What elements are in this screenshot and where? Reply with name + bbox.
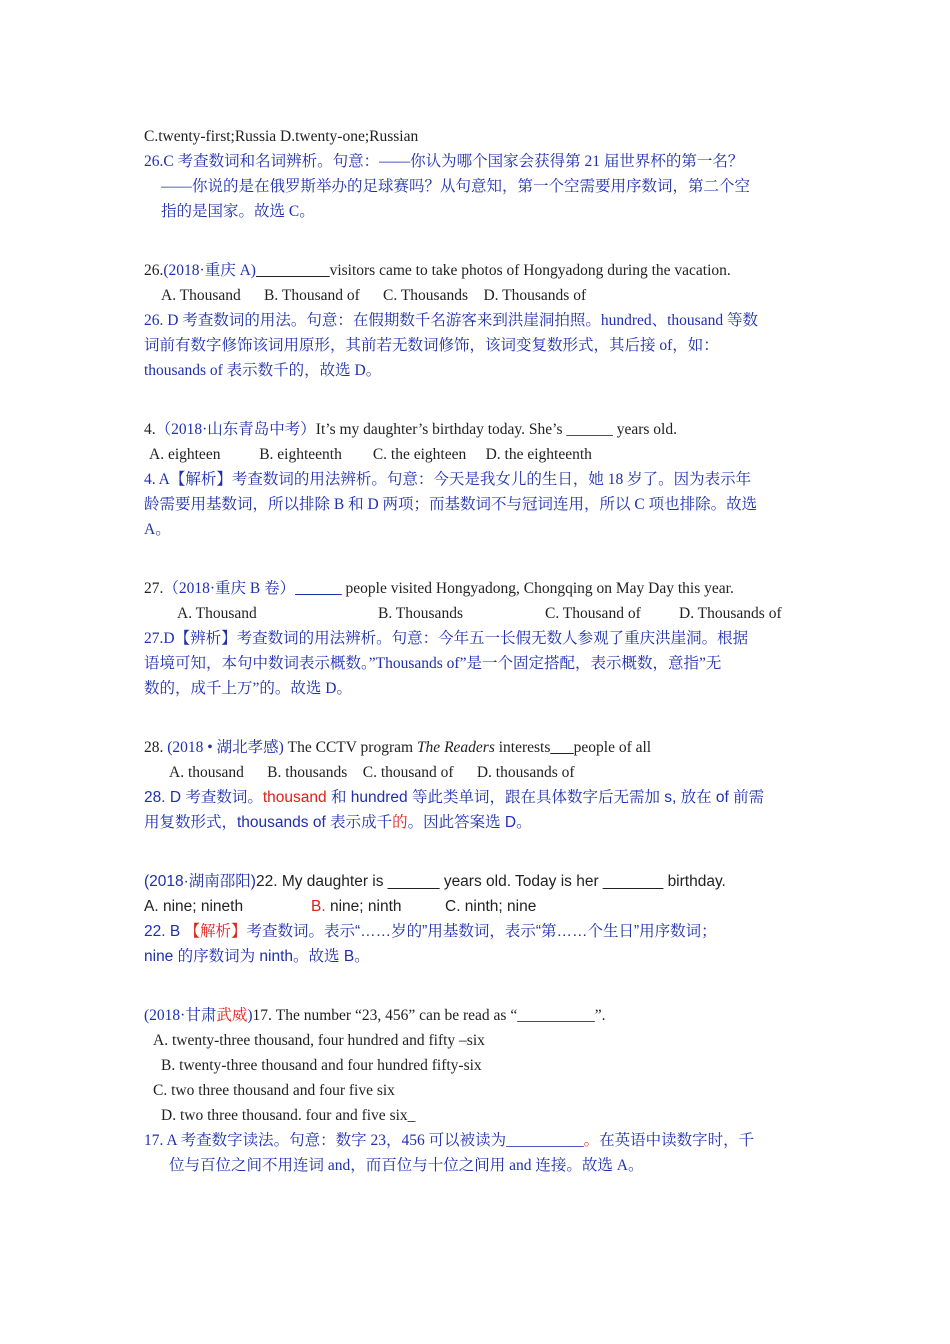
question-text: 22. My daughter is ______ years old. Today is her _______ birthday. bbox=[255, 873, 726, 890]
answer-line: 4. A【解析】考查数词的用法辨析。句意：今天是我女儿的生日，她 18 岁了。因为表示年 bbox=[144, 471, 752, 488]
option-b: B. twenty-three thousand and four hundred fifty-six bbox=[161, 1057, 482, 1074]
answer-text: 考查数词。表示“……岁的”用基数词，表示“第……个生日”用序数词； bbox=[246, 923, 717, 940]
answer-line: 数的，成千上万”的。故选 D。 bbox=[144, 680, 352, 697]
question-source-highlight: 武威 bbox=[216, 1007, 248, 1024]
option-b-letter: B. bbox=[311, 898, 326, 915]
answer-line: thousands of 表示数千的，故选 D。 bbox=[144, 362, 382, 379]
question-source: (2018·湖南邵阳) bbox=[144, 873, 256, 890]
question-text: The CCTV program bbox=[283, 739, 417, 756]
answer-blank: _________ bbox=[255, 262, 330, 279]
options-line bbox=[144, 894, 808, 919]
question-text: 17. The number “23, 456” can be read as “__________”. bbox=[252, 1007, 606, 1024]
answer-line: ——你说的是在俄罗斯举办的足球赛吗？从句意知，第一个空需要用序数词，第二个空 bbox=[161, 178, 751, 195]
question-number: 4. bbox=[144, 421, 156, 438]
answer-line: A。 bbox=[144, 521, 171, 538]
option-d: D. two three thousand. four and five six_ bbox=[161, 1107, 416, 1124]
answer-text: 22. B bbox=[144, 923, 185, 940]
question-source: (2018·甘肃 bbox=[144, 1007, 217, 1024]
option-c: C. two three thousand and four five six bbox=[153, 1082, 395, 1099]
question-number: 26. bbox=[144, 262, 164, 279]
answer-line: 语境可知，本句中数词表示概数。”Thousands of”是一个固定搭配，表示概数，意指”无 bbox=[144, 655, 722, 672]
option-b: nine; ninth bbox=[325, 898, 402, 915]
question-source: (2018 • 湖北孝感) bbox=[167, 739, 284, 756]
option-a: A. twenty-three thousand, four hundred and fifty –six bbox=[153, 1032, 485, 1049]
program-title: The Readers bbox=[416, 739, 495, 756]
question-stem bbox=[144, 735, 808, 760]
question-stem bbox=[144, 417, 808, 442]
question-stem bbox=[144, 1003, 808, 1028]
question-source: (2018·重庆 A) bbox=[163, 262, 256, 279]
options-line: A. Thousand B. Thousand of C. Thousands D. Thousands of bbox=[161, 287, 587, 304]
answer-line: 词前有数字修饰该词用原形，其前若无数词修饰，该词变复数形式，其后接 of，如： bbox=[144, 337, 719, 354]
answer-line bbox=[144, 785, 808, 810]
answer-blank: ___ bbox=[550, 739, 574, 756]
answer-text: 28. D 考查数词。 bbox=[144, 789, 263, 806]
answer-line bbox=[144, 810, 808, 835]
highlight-text: thousand bbox=[262, 789, 327, 806]
option-b: B. Thousands bbox=[378, 605, 463, 622]
question-text: It’s my daughter’s birthday today. She’s ______ years old. bbox=[315, 421, 677, 438]
answer-blank: ______ bbox=[295, 580, 342, 597]
answer-line: 27.D【辨析】考查数词的用法辨析。句意：今年五一长假无数人参观了重庆洪崖洞。根据 bbox=[144, 630, 749, 647]
option-d: D. Thousands of bbox=[679, 605, 782, 622]
question-number: 28. bbox=[144, 739, 164, 756]
answer-line: 26. D 考查数词的用法。句意：在假期数千名游客来到洪崖洞拍照。hundred、thousand 等数 bbox=[144, 312, 758, 329]
answer-line: 龄需要用基数词，所以排除 B 和 D 两项；而基数词不与冠词连用，所以 C 项也排除。故选 bbox=[144, 496, 758, 513]
question-stem bbox=[144, 869, 808, 894]
answer-text: 。因此答案选 D。 bbox=[407, 814, 532, 831]
answer-text: 在英语中读数字时，千 bbox=[599, 1132, 755, 1149]
option-a: A. nine; nineth bbox=[144, 898, 244, 915]
answer-line: 指的是国家。故选 C。 bbox=[161, 203, 315, 220]
question-stem bbox=[144, 258, 808, 283]
answer-text: 和 hundred 等此类单词，跟在具体数字后无需加 s, 放在 of 前需 bbox=[326, 789, 765, 806]
options-line: A. eighteen B. eighteenth C. the eighteen D. the eighteenth bbox=[149, 446, 592, 463]
question-source: ) bbox=[247, 1007, 253, 1024]
options-line: A. thousand B. thousands C. thousand of D. thousands of bbox=[169, 764, 575, 781]
answer-line: nine 的序数词为 ninth。故选 B。 bbox=[144, 948, 370, 965]
options-line: C.twenty-first;Russia D.twenty-one;Russian bbox=[144, 128, 419, 145]
options-line bbox=[144, 601, 808, 626]
question-source: （2018·山东青岛中考） bbox=[155, 421, 316, 438]
question-text: interests bbox=[494, 739, 551, 756]
option-c: C. Thousand of bbox=[545, 605, 641, 622]
highlight-text: 【解析】 bbox=[184, 923, 247, 940]
answer-line: 26.C 考查数词和名词辨析。句意：——你认为哪个国家会获得第 21 届世界杯的第一名？ bbox=[144, 153, 744, 170]
option-a: A. Thousand bbox=[177, 605, 257, 622]
question-text: people of all bbox=[573, 739, 652, 756]
highlight-text: 。 bbox=[583, 1132, 600, 1149]
answer-text: 用复数形式，thousands of 表示成千 bbox=[144, 814, 393, 831]
document-page bbox=[144, 124, 808, 1178]
answer-text: 17. A 考查数字读法。句意：数字 23，456 可以被读为__________ bbox=[144, 1132, 584, 1149]
answer-line bbox=[144, 1128, 808, 1153]
question-number: 27. bbox=[144, 580, 164, 597]
question-source: （2018·重庆 B 卷） bbox=[163, 580, 296, 597]
option-c: C. ninth; nine bbox=[445, 898, 537, 915]
question-stem bbox=[144, 576, 808, 601]
answer-line: 位与百位之间不用连词 and，而百位与十位之间用 and 连接。故选 A。 bbox=[169, 1157, 644, 1174]
answer-line bbox=[144, 919, 808, 944]
question-text: people visited Hongyadong, Chongqing on May Day this year. bbox=[341, 580, 734, 597]
question-text: visitors came to take photos of Hongyadong during the vacation. bbox=[329, 262, 731, 279]
highlight-text: 的 bbox=[392, 814, 408, 831]
